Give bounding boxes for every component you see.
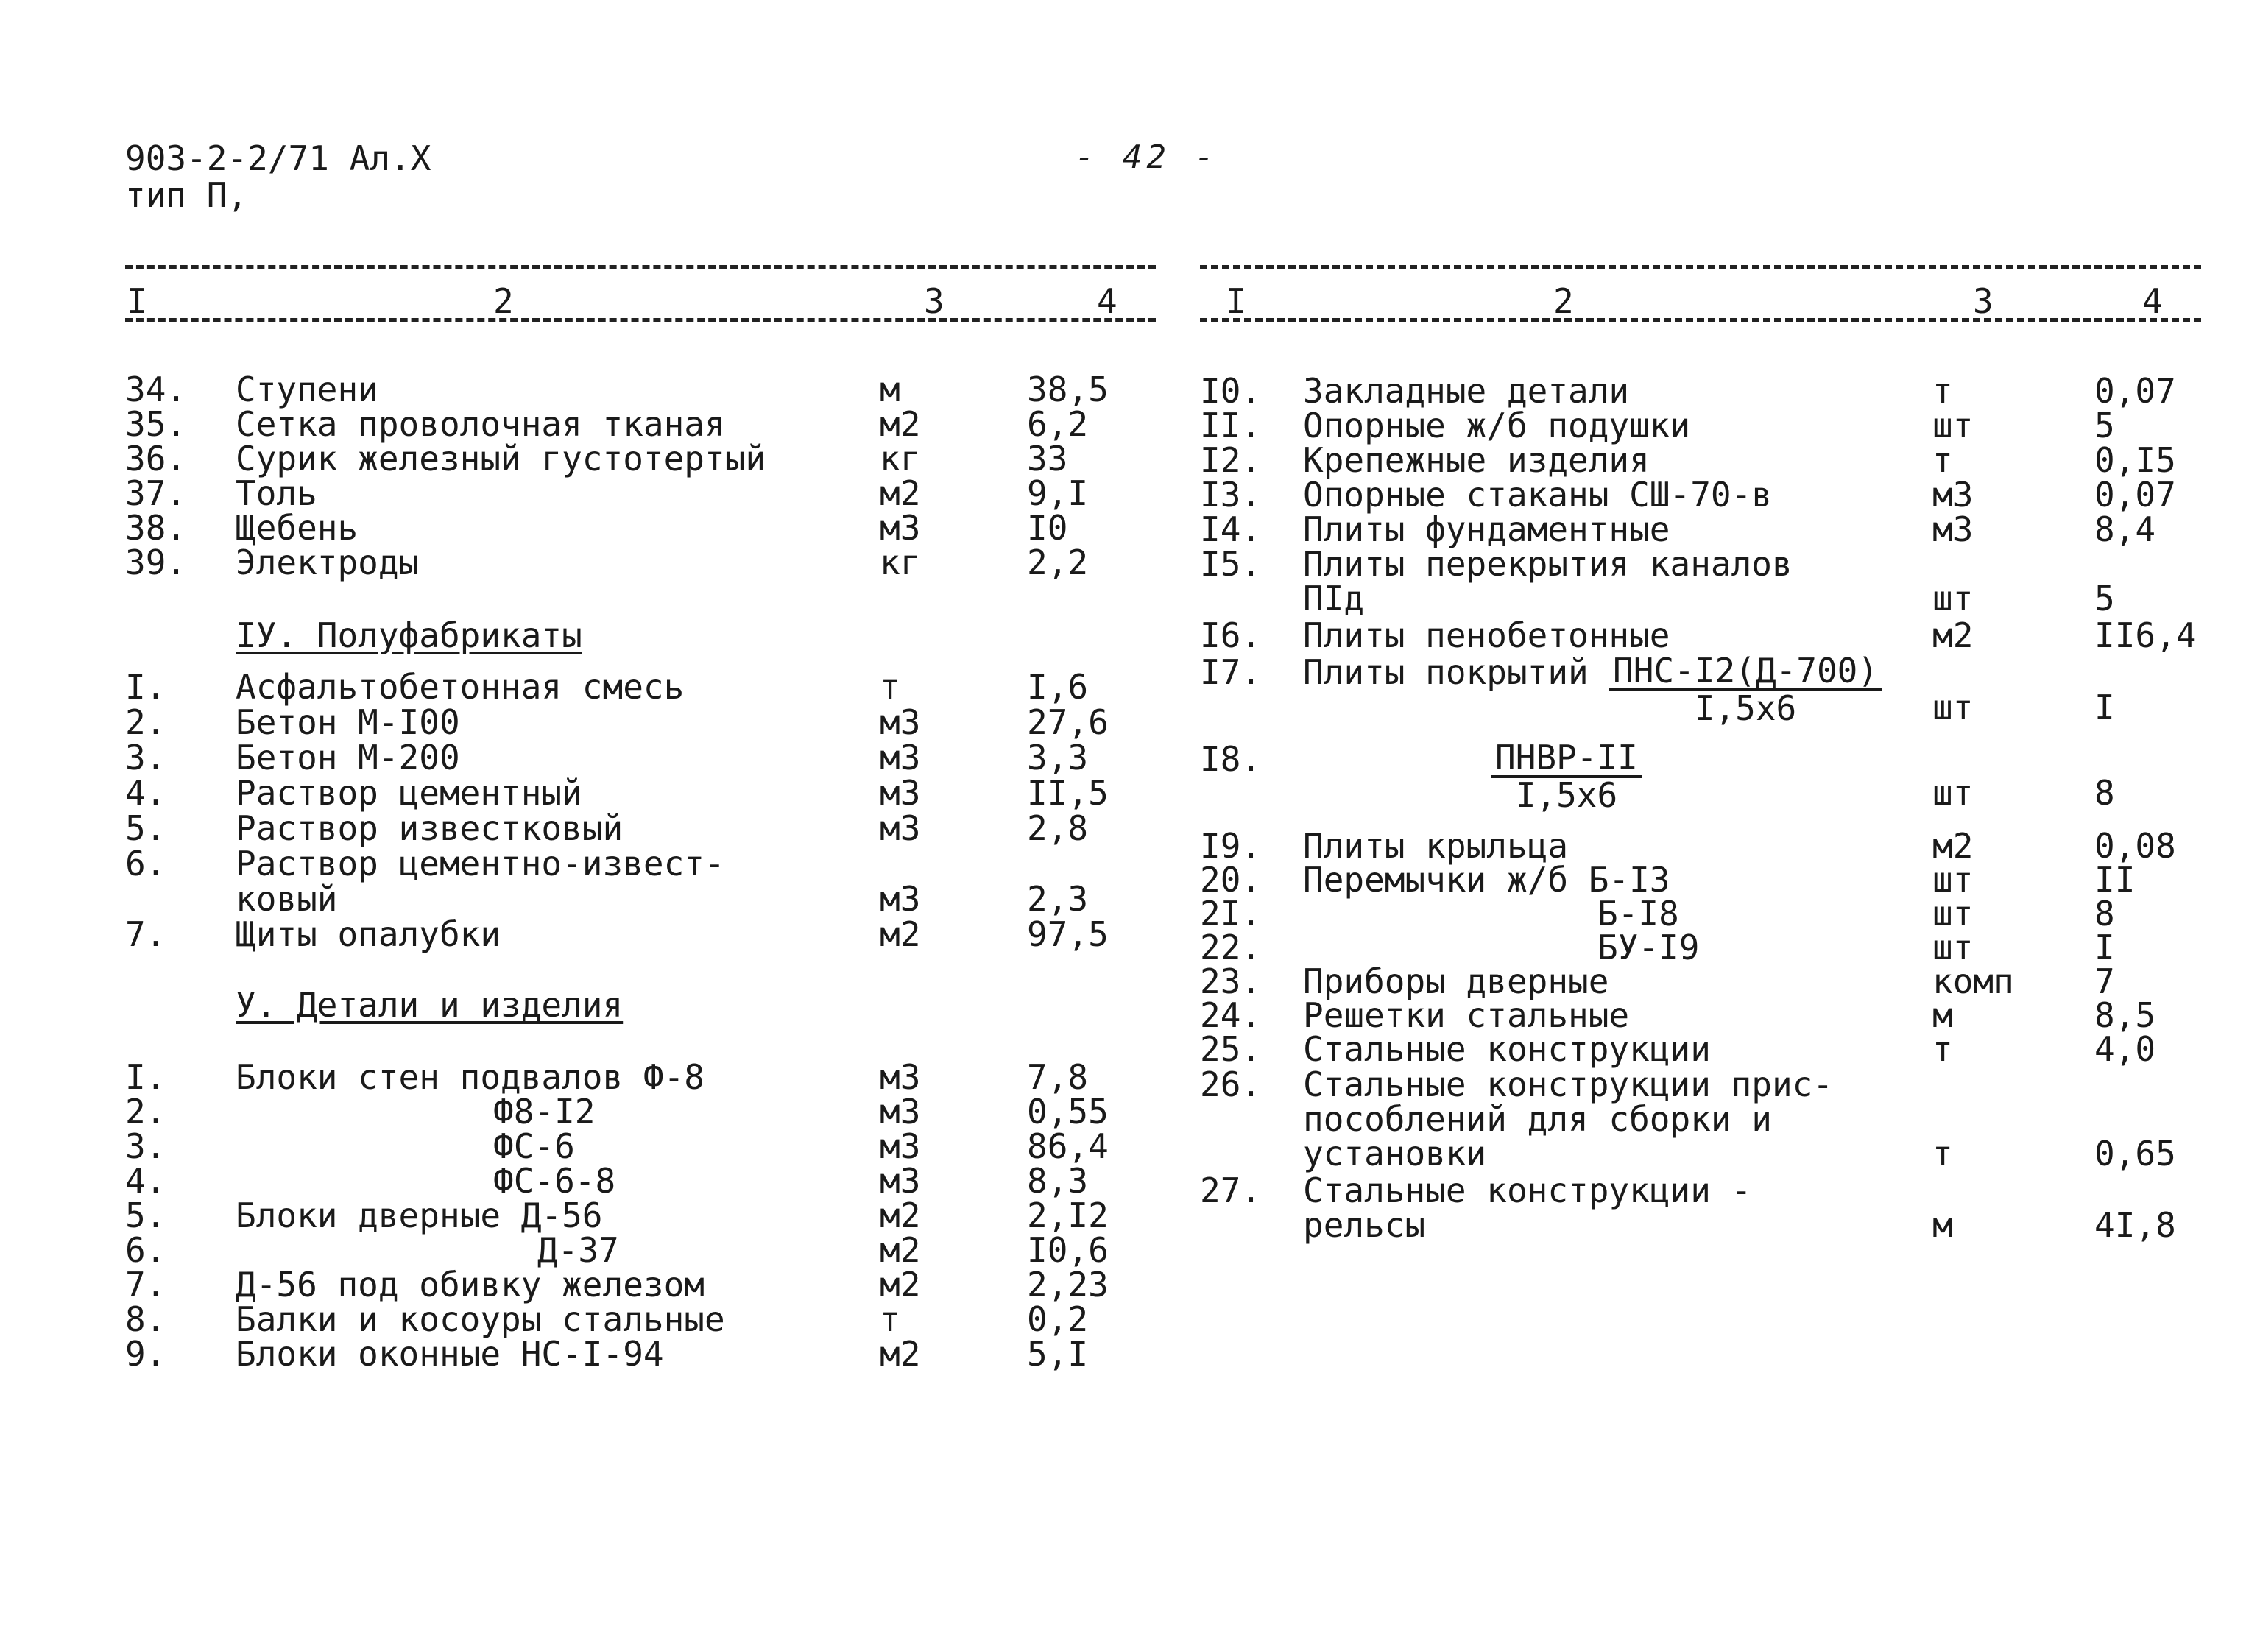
- item-quantity: 5,I: [1027, 1334, 1089, 1374]
- item-name: Плиты покрытий: [1303, 652, 1589, 692]
- item-unit: м: [880, 370, 900, 409]
- item-unit: м3: [1932, 509, 1974, 549]
- item-quantity: 2,3: [1027, 879, 1089, 919]
- item-name: Раствор известковый: [236, 808, 624, 848]
- item-unit: м2: [880, 473, 921, 513]
- item-name: Б-I8: [1597, 894, 1679, 933]
- item-unit: м2: [880, 1230, 921, 1270]
- item-number: 26.: [1200, 1065, 1262, 1104]
- item-number: 2I.: [1200, 894, 1262, 933]
- item-unit: м2: [1932, 615, 1974, 655]
- item-unit: м3: [1932, 475, 1974, 515]
- item-name: Плиты пенобетонные: [1303, 615, 1670, 655]
- item-number: I7.: [1200, 652, 1262, 692]
- item-name: Щиты опалубки: [236, 914, 501, 954]
- item-name: Плиты крыльца: [1303, 826, 1569, 866]
- section-title-parts-and-products: У. Детали и изделия: [236, 985, 624, 1025]
- item-quantity: 33: [1027, 439, 1068, 479]
- item-name: Плиты перекрытия каналов: [1303, 544, 1793, 584]
- item-number: 27.: [1200, 1171, 1262, 1210]
- item-unit: м: [1932, 1205, 1953, 1245]
- item-number: I.: [125, 1057, 166, 1097]
- item-quantity: 5: [2094, 406, 2115, 445]
- document-type: тип П,: [125, 175, 248, 215]
- item-number: 37.: [125, 473, 187, 513]
- section-title-semi-finished: IУ. Полуфабрикаты: [236, 615, 582, 655]
- item-unit: т: [1932, 1134, 1953, 1173]
- item-number: 23.: [1200, 961, 1262, 1001]
- item-number: 5.: [125, 808, 166, 848]
- item-quantity: 97,5: [1027, 914, 1109, 954]
- item-quantity: 9,I: [1027, 473, 1089, 513]
- fraction-numerator: ПНВР-II: [1491, 741, 1642, 778]
- item-unit: т: [1932, 371, 1953, 411]
- item-name: Закладные детали: [1303, 371, 1630, 411]
- item-unit: м3: [880, 773, 921, 813]
- fraction-numerator: ПНС-I2(Д-700): [1609, 654, 1882, 691]
- item-number: I9.: [1200, 826, 1262, 866]
- item-quantity: I: [2094, 688, 2115, 727]
- item-unit: т: [880, 667, 900, 707]
- table-header-rule-left: [125, 318, 1156, 322]
- item-number: 4.: [125, 1161, 166, 1201]
- item-unit: шт: [1932, 773, 1974, 813]
- item-unit: шт: [1932, 928, 1974, 967]
- item-quantity: II6,4: [2094, 615, 2197, 655]
- item-quantity: 4,0: [2094, 1029, 2156, 1069]
- item-unit: м3: [880, 702, 921, 742]
- item-number: I6.: [1200, 615, 1262, 655]
- item-number: 4.: [125, 773, 166, 813]
- item-number: 2.: [125, 1092, 166, 1132]
- table-top-rule-left: [125, 265, 1156, 269]
- item-number: I.: [125, 667, 166, 707]
- item-unit: м3: [880, 808, 921, 848]
- column-number-4-left: 4: [1097, 281, 1117, 321]
- item-quantity: 0,I5: [2094, 440, 2176, 480]
- item-name: установки: [1303, 1134, 1487, 1173]
- item-name: Асфальтобетонная смесь: [236, 667, 685, 707]
- item-quantity: I,6: [1027, 667, 1089, 707]
- slab-mark-fraction: [1491, 738, 1642, 815]
- item-quantity: 86,4: [1027, 1126, 1109, 1166]
- item-name: Приборы дверные: [1303, 961, 1609, 1001]
- item-quantity: 2,2: [1027, 543, 1089, 582]
- item-number: I0.: [1200, 371, 1262, 411]
- item-number: II.: [1200, 406, 1262, 445]
- column-number-4-right: 4: [2142, 281, 2163, 321]
- item-name: Стальные конструкции -: [1303, 1171, 1752, 1210]
- item-unit: т: [880, 1299, 900, 1339]
- item-name: ковый: [236, 879, 338, 919]
- item-name: ФС-6: [493, 1126, 575, 1166]
- item-unit: т: [1932, 440, 1953, 480]
- item-quantity: II,5: [1027, 773, 1109, 813]
- item-name: Бетон М-200: [236, 738, 460, 777]
- item-unit: м: [1932, 995, 1953, 1035]
- item-number: I8.: [1200, 739, 1262, 779]
- item-quantity: 2,I2: [1027, 1196, 1109, 1235]
- item-quantity: 2,8: [1027, 808, 1089, 848]
- item-unit: кг: [880, 543, 921, 582]
- item-number: I3.: [1200, 475, 1262, 515]
- item-name: Стальные конструкции прис-: [1303, 1065, 1834, 1104]
- item-name: БУ-I9: [1597, 928, 1700, 967]
- item-number: 7.: [125, 1265, 166, 1305]
- item-name: пособлений для сборки и: [1303, 1099, 1772, 1139]
- column-number-1-left: I: [127, 281, 147, 321]
- item-quantity: 4I,8: [2094, 1205, 2176, 1245]
- item-quantity: 0,55: [1027, 1092, 1109, 1132]
- item-name: Раствор цементный: [236, 773, 582, 813]
- item-unit: м3: [880, 1092, 921, 1132]
- item-name: Сурик железный густотертый: [236, 439, 766, 479]
- item-unit: м3: [880, 879, 921, 919]
- item-name: Стальные конструкции: [1303, 1029, 1711, 1069]
- item-quantity: 0,07: [2094, 475, 2176, 515]
- item-unit: м3: [880, 508, 921, 548]
- item-name: ФС-6-8: [493, 1161, 616, 1201]
- item-number: I5.: [1200, 544, 1262, 584]
- item-name: Раствор цементно-извест-: [236, 844, 725, 883]
- item-quantity: 0,08: [2094, 826, 2176, 866]
- document-code: 903-2-2/71 Ал.Х: [125, 138, 431, 178]
- item-unit: м3: [880, 738, 921, 777]
- column-number-3-right: 3: [1973, 281, 1994, 321]
- item-name: Опорные ж/б подушки: [1303, 406, 1691, 445]
- item-name: Плиты фундаментные: [1303, 509, 1670, 549]
- column-number-2-right: 2: [1553, 281, 1574, 321]
- item-name: Крепежные изделия: [1303, 440, 1650, 480]
- item-unit: м2: [880, 1196, 921, 1235]
- item-number: 3.: [125, 738, 166, 777]
- item-name: Электроды: [236, 543, 420, 582]
- item-number: 6.: [125, 844, 166, 883]
- item-quantity: 0,2: [1027, 1299, 1089, 1339]
- item-unit: шт: [1932, 860, 1974, 900]
- item-quantity: 5: [2094, 579, 2115, 618]
- item-unit: м3: [880, 1126, 921, 1166]
- item-number: I4.: [1200, 509, 1262, 549]
- item-name: Решетки стальные: [1303, 995, 1630, 1035]
- slab-mark-fraction: [1609, 651, 1882, 728]
- item-quantity: II: [2094, 860, 2136, 900]
- item-number: 36.: [125, 439, 187, 479]
- item-quantity: 7,8: [1027, 1057, 1089, 1097]
- item-number: 7.: [125, 914, 166, 954]
- table-top-rule-right: [1200, 265, 2201, 269]
- item-name: Блоки оконные НС-I-94: [236, 1334, 664, 1374]
- item-number: 6.: [125, 1230, 166, 1270]
- item-quantity: I0,6: [1027, 1230, 1109, 1270]
- item-quantity: 3,3: [1027, 738, 1089, 777]
- item-unit: м2: [1932, 826, 1974, 866]
- item-quantity: 27,6: [1027, 702, 1109, 742]
- column-number-1-right: I: [1226, 281, 1246, 321]
- fraction-denominator: I,5х6: [1515, 775, 1618, 815]
- column-number-3-left: 3: [924, 281, 944, 321]
- item-name: Щебень: [236, 508, 359, 548]
- item-quantity: 2,23: [1027, 1265, 1109, 1305]
- item-name: ПIд: [1303, 579, 1365, 618]
- item-unit: шт: [1932, 406, 1974, 445]
- item-quantity: 0,65: [2094, 1134, 2176, 1173]
- item-unit: м3: [880, 1057, 921, 1097]
- item-quantity: 8,5: [2094, 995, 2156, 1035]
- item-name: Блоки стен подвалов Ф-8: [236, 1057, 705, 1097]
- item-unit: шт: [1932, 579, 1974, 618]
- item-name: Ф8-I2: [493, 1092, 596, 1132]
- item-unit: т: [1932, 1029, 1953, 1069]
- page-number: - 42 -: [1075, 138, 1218, 176]
- item-name: Д-37: [537, 1230, 619, 1270]
- item-quantity: 6,2: [1027, 404, 1089, 444]
- item-number: 39.: [125, 543, 187, 582]
- item-unit: комп: [1932, 961, 2014, 1001]
- item-number: 9.: [125, 1334, 166, 1374]
- item-number: I2.: [1200, 440, 1262, 480]
- item-quantity: 38,5: [1027, 370, 1109, 409]
- item-name: Д-56 под обивку железом: [236, 1265, 705, 1305]
- item-number: 35.: [125, 404, 187, 444]
- item-unit: шт: [1932, 894, 1974, 933]
- item-quantity: 0,07: [2094, 371, 2176, 411]
- item-number: 20.: [1200, 860, 1262, 900]
- item-quantity: 8,3: [1027, 1161, 1089, 1201]
- item-unit: шт: [1932, 688, 1974, 727]
- item-name: Толь: [236, 473, 317, 513]
- item-quantity: 8: [2094, 894, 2115, 933]
- item-name: Опорные стаканы СШ-70-в: [1303, 475, 1772, 515]
- item-unit: м2: [880, 914, 921, 954]
- item-name: Перемычки ж/б Б-I3: [1303, 860, 1670, 900]
- item-name: Балки и косоуры стальные: [236, 1299, 725, 1339]
- item-unit: кг: [880, 439, 921, 479]
- item-quantity: 8,4: [2094, 509, 2156, 549]
- item-quantity: 8: [2094, 773, 2115, 813]
- column-number-2-left: 2: [493, 281, 514, 321]
- item-number: 38.: [125, 508, 187, 548]
- item-number: 5.: [125, 1196, 166, 1235]
- table-header-rule-right: [1200, 318, 2201, 322]
- item-name: Блоки дверные Д-56: [236, 1196, 603, 1235]
- item-number: 3.: [125, 1126, 166, 1166]
- item-number: 22.: [1200, 928, 1262, 967]
- item-number: 8.: [125, 1299, 166, 1339]
- item-name: Ступени: [236, 370, 378, 409]
- item-number: 2.: [125, 702, 166, 742]
- item-quantity: 7: [2094, 961, 2115, 1001]
- item-quantity: I: [2094, 928, 2115, 967]
- item-name: Бетон М-I00: [236, 702, 460, 742]
- item-number: 24.: [1200, 995, 1262, 1035]
- item-name: рельсы: [1303, 1205, 1426, 1245]
- fraction-denominator: I,5х6: [1694, 688, 1797, 728]
- item-unit: м2: [880, 1334, 921, 1374]
- item-unit: м2: [880, 404, 921, 444]
- item-unit: м2: [880, 1265, 921, 1305]
- item-unit: м3: [880, 1161, 921, 1201]
- item-number: 34.: [125, 370, 187, 409]
- item-quantity: I0: [1027, 508, 1068, 548]
- item-number: 25.: [1200, 1029, 1262, 1069]
- item-name: Сетка проволочная тканая: [236, 404, 725, 444]
